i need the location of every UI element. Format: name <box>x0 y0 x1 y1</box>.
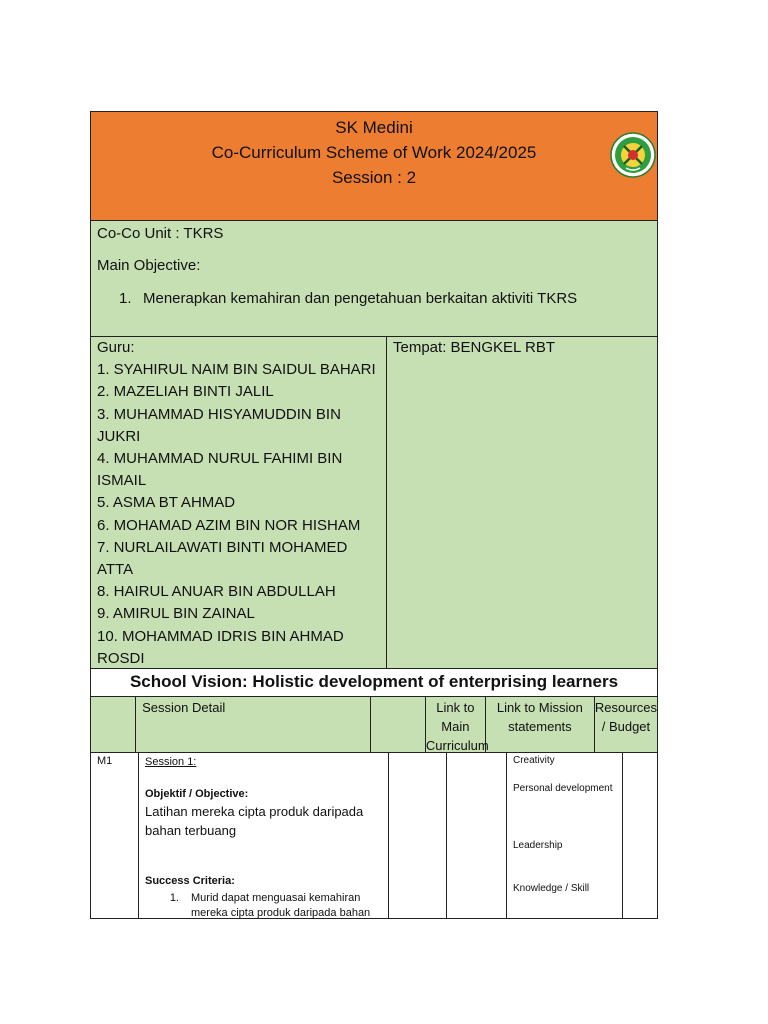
school-logo-icon <box>610 132 656 178</box>
resources-cell <box>623 753 657 918</box>
document-header <box>90 111 658 221</box>
main-objective-label: Main Objective: <box>97 257 201 274</box>
teacher-line: 8. HAIRUL ANUAR BIN ABDULLAH <box>97 583 336 601</box>
success-criteria-item <box>145 891 388 921</box>
teacher-line: 7. NURLAILAWATI BINTI MOHAMED <box>97 538 348 556</box>
objective-label: Objektif / Objective: <box>145 788 249 800</box>
teachers-row <box>90 337 658 669</box>
spacer-cell <box>389 753 447 918</box>
session-detail-cell <box>139 753 389 918</box>
school-vision: School Vision: Holistic development of enterprising learners <box>90 669 658 697</box>
teacher-line: 3. MUHAMMAD HISYAMUDDIN BIN <box>97 405 341 423</box>
teacher-line: ATTA <box>97 561 134 579</box>
coco-unit: Co-Co Unit : TKRS <box>97 225 224 242</box>
mission-cell <box>507 753 623 918</box>
teacher-list <box>91 337 387 668</box>
header-cell-session-detail: Session Detail <box>136 697 371 752</box>
teacher-line: 10. MOHAMMAD IDRIS BIN AHMAD <box>97 627 344 645</box>
objective-text: Menerapkan kemahiran dan pengetahuan berkaitan aktiviti TKRS <box>143 290 578 307</box>
mission-item: Creativity <box>513 755 555 766</box>
header-cell-mission: Link to Mission statements <box>486 697 595 752</box>
header-cell-main-curriculum: Link to Main Curriculum <box>426 697 486 752</box>
venue: Tempat: BENGKEL RBT <box>393 339 555 356</box>
teacher-line: JUKRI <box>97 427 141 445</box>
main-curriculum-cell <box>447 753 507 918</box>
school-name: SK Medini <box>335 118 413 137</box>
main-objective-item <box>97 289 651 309</box>
teacher-line: 6. MOHAMAD AZIM BIN NOR HISHAM <box>97 516 361 534</box>
teacher-label: Guru: <box>97 339 135 356</box>
mission-item: Personal development <box>513 783 613 794</box>
teacher-line: ROSDI <box>97 649 145 667</box>
teacher-line: ISMAIL <box>97 472 147 490</box>
mission-item: Knowledge / Skill <box>513 883 590 894</box>
teacher-line: 4. MUHAMMAD NURUL FAHIMI BIN <box>97 450 343 468</box>
header-cell-code <box>91 697 136 752</box>
objective-number: 1. <box>119 290 132 307</box>
table-row <box>90 753 658 919</box>
success-text: Murid dapat menguasai kemahiran mereka cipta produk daripada bahan <box>191 892 371 919</box>
document-title: Co-Curriculum Scheme of Work 2024/2025 <box>211 143 537 162</box>
teacher-line: 1. SYAHIRUL NAIM BIN SAIDUL BAHARI <box>97 361 376 379</box>
unit-section <box>90 221 658 337</box>
teacher-line: 5. ASMA BT AHMAD <box>97 494 236 512</box>
session-label: Session : 2 <box>331 168 417 187</box>
row-code: M1 <box>91 753 139 918</box>
header-cell-spacer <box>371 697 426 752</box>
objective-description: Latihan mereka cipta produk daripada bahan terbuang <box>145 804 364 838</box>
teacher-line: 2. MAZELIAH BINTI JALIL <box>97 383 274 401</box>
mission-item: Leadership <box>513 840 563 851</box>
session-title: Session 1: <box>145 756 197 768</box>
teacher-line: 9. AMIRUL BIN ZAINAL <box>97 605 255 623</box>
success-number: 1. <box>169 892 179 904</box>
scheme-document <box>90 111 658 919</box>
success-criteria-label: Success Criteria: <box>145 875 235 887</box>
table-header-row <box>90 697 658 753</box>
header-cell-resources: Resources / Budget <box>594 700 658 734</box>
